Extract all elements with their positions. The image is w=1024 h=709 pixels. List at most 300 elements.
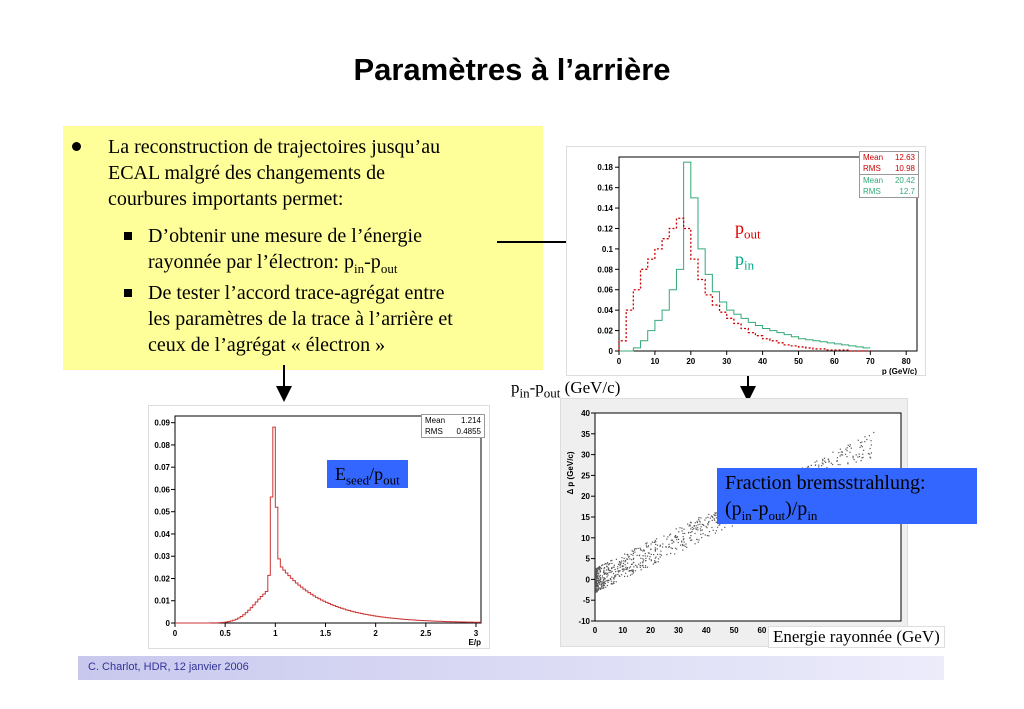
scatter-point: [615, 571, 616, 572]
scatter-point: [600, 577, 601, 578]
scatter-point: [697, 522, 698, 523]
scatter-point: [605, 583, 606, 584]
scatter-point: [683, 529, 684, 530]
scatter-point: [678, 531, 679, 532]
scatter-x-title: Energie rayonnée (GeV): [768, 626, 945, 648]
scatter-point: [814, 462, 815, 463]
scatter-point: [685, 546, 686, 547]
scatter-point: [647, 567, 648, 568]
scatter-point: [698, 519, 699, 520]
scatter-point: [683, 538, 684, 539]
scatter-point: [842, 452, 843, 453]
scatter-point: [611, 567, 612, 568]
scatter-point: [655, 540, 656, 541]
y-tick-label: 10: [581, 533, 590, 543]
scatter-point: [717, 527, 718, 528]
y-tick-label: 20: [581, 492, 590, 502]
y-tick-label: -5: [582, 596, 590, 606]
scatter-point: [642, 565, 643, 566]
scatter-point: [596, 580, 597, 581]
scatter-point: [634, 550, 635, 551]
scatter-point: [603, 587, 604, 588]
scatter-point: [815, 465, 816, 466]
scatter-point: [649, 558, 650, 559]
scatter-point: [605, 573, 606, 574]
pin-label: $p_{in}$: [735, 249, 755, 273]
scatter-point: [816, 460, 817, 461]
scatter-point: [608, 569, 609, 570]
x-tick-label: 40: [701, 626, 711, 635]
scatter-point: [607, 582, 608, 583]
scatter-point: [708, 514, 709, 515]
scatter-point: [632, 574, 633, 575]
scatter-point: [654, 562, 655, 563]
scatter-point: [603, 580, 604, 581]
scatter-point: [708, 522, 709, 523]
scatter-point: [838, 452, 839, 453]
scatter-point: [860, 442, 861, 443]
scatter-point: [849, 452, 850, 453]
scatter-point: [711, 515, 712, 516]
sub-bullet-2-line-2: les paramètres de la trace à l’arrière et: [148, 308, 453, 330]
scatter-point: [869, 435, 870, 436]
scatter-point: [837, 460, 838, 461]
scatter-point: [601, 581, 602, 582]
scatter-point: [685, 543, 686, 544]
scatter-point: [621, 562, 622, 563]
scatter-point: [687, 524, 688, 525]
scatter-point: [662, 543, 663, 544]
bullet-line-2: ECAL malgré des changements de: [108, 162, 385, 184]
scatter-point: [864, 436, 865, 437]
y-tick-label: 0.12: [597, 224, 613, 234]
scatter-point: [625, 564, 626, 565]
scatter-point: [596, 570, 597, 571]
scatter-point: [821, 465, 822, 466]
x-tick-label: 70: [865, 357, 875, 366]
scatter-point: [654, 542, 655, 543]
scatter-point: [697, 529, 698, 530]
scatter-point: [595, 577, 596, 578]
scatter-point: [609, 572, 610, 573]
scatter-point: [671, 547, 672, 548]
y-tick-label: 0.04: [597, 306, 613, 316]
scatter-point: [845, 449, 846, 450]
scatter-point: [669, 546, 670, 547]
scatter-point: [611, 583, 612, 584]
scatter-point: [626, 569, 627, 570]
scatter-point: [859, 447, 860, 448]
scatter-point: [651, 559, 652, 560]
scatter-point: [694, 525, 695, 526]
scatter-point: [633, 570, 634, 571]
scatter-point: [708, 535, 709, 536]
scatter-point: [660, 545, 661, 546]
scatter-point: [808, 466, 809, 467]
x-tick-label: 20: [686, 357, 696, 366]
y-tick-label: 30: [581, 450, 590, 460]
scatter-point: [640, 562, 641, 563]
scatter-point: [637, 555, 638, 556]
eseed-pout-label: $E_{seed}/p_{out}$: [327, 460, 408, 488]
x-tick-label: 30: [722, 357, 732, 366]
ep-histogram: [149, 406, 489, 648]
scatter-point: [600, 589, 601, 590]
scatter-point: [862, 454, 863, 455]
scatter-point: [610, 578, 611, 579]
scatter-point: [695, 522, 696, 523]
scatter-point: [629, 567, 630, 568]
scatter-point: [714, 515, 715, 516]
x-tick-label: 60: [757, 626, 767, 635]
scatter-point: [602, 583, 603, 584]
scatter-point: [706, 527, 707, 528]
scatter-point: [634, 548, 635, 549]
footer-text: C. Charlot, HDR, 12 janvier 2006: [88, 661, 249, 673]
scatter-point: [599, 569, 600, 570]
scatter-point: [648, 545, 649, 546]
y-tick-label: 0.04: [154, 529, 170, 539]
scatter-point: [613, 581, 614, 582]
scatter-point: [698, 542, 699, 543]
scatter-point: [595, 587, 596, 588]
scatter-point: [705, 517, 706, 518]
scatter-point: [666, 539, 667, 540]
scatter-point: [700, 517, 701, 518]
scatter-point: [613, 573, 614, 574]
scatter-point: [620, 567, 621, 568]
scatter-point: [689, 524, 690, 525]
x-tick-label: 30: [674, 626, 683, 635]
scatter-point: [598, 587, 599, 588]
scatter-point: [857, 456, 858, 457]
scatter-point: [707, 535, 708, 536]
scatter-point: [600, 579, 601, 580]
scatter-point: [707, 517, 708, 518]
scatter-point: [642, 550, 643, 551]
scatter-point: [629, 571, 630, 572]
scatter-point: [659, 546, 660, 547]
scatter-point: [607, 574, 608, 575]
x-tick-label: 0: [616, 357, 622, 366]
scatter-point: [660, 551, 661, 552]
stat-row: Mean 20.42: [863, 176, 915, 185]
y-tick-label: 0.16: [597, 183, 613, 193]
scatter-point: [630, 575, 631, 576]
scatter-point: [846, 450, 847, 451]
scatter-point: [694, 533, 695, 534]
scatter-point: [700, 534, 701, 535]
scatter-point: [619, 562, 620, 563]
p-histogram-stats: [859, 151, 919, 198]
scatter-point: [841, 451, 842, 452]
stat-row: Mean 1.214: [425, 416, 481, 425]
scatter-point: [684, 541, 685, 542]
scatter-point: [643, 567, 644, 568]
scatter-point: [607, 585, 608, 586]
scatter-point: [636, 548, 637, 549]
scatter-point: [649, 553, 650, 554]
scatter-point: [851, 448, 852, 449]
scatter-point: [645, 567, 646, 568]
scatter-point: [623, 560, 624, 561]
scatter-point: [633, 559, 634, 560]
scatter-point: [655, 558, 656, 559]
x-tick-label: 60: [829, 357, 839, 366]
ep-histogram-line: [175, 427, 481, 623]
scatter-point: [847, 447, 848, 448]
brem-line-1: Fraction bremsstrahlung:: [725, 472, 926, 494]
scatter-point: [627, 576, 628, 577]
scatter-point: [656, 538, 657, 539]
scatter-point: [670, 553, 671, 554]
x-tick-label: 0.5: [219, 629, 231, 638]
scatter-point: [693, 528, 694, 529]
scatter-y-title: $p_{in}-p_{out}$ (GeV/c): [511, 378, 621, 401]
scatter-point: [603, 570, 604, 571]
scatter-point: [622, 571, 623, 572]
scatter-point: [619, 576, 620, 577]
scatter-point: [689, 525, 690, 526]
scatter-point: [611, 581, 612, 582]
y-tick-label: 5: [585, 554, 590, 564]
scatter-point: [657, 545, 658, 546]
scatter-point: [683, 545, 684, 546]
scatter-point: [873, 432, 874, 433]
scatter-point: [839, 464, 840, 465]
scatter-point: [678, 539, 679, 540]
scatter-point: [714, 512, 715, 513]
scatter-point: [846, 456, 847, 457]
page-title: Paramètres à l’arrière: [353, 52, 671, 87]
scatter-point: [684, 533, 685, 534]
scatter-point: [832, 452, 833, 453]
scatter-point: [597, 580, 598, 581]
scatter-point: [657, 548, 658, 549]
scatter-point: [824, 458, 825, 459]
scatter-point: [624, 576, 625, 577]
scatter-point: [610, 570, 611, 571]
scatter-point: [862, 457, 863, 458]
scatter-point: [625, 560, 626, 561]
scatter-point: [641, 550, 642, 551]
scatter-point: [690, 532, 691, 533]
scatter-point: [864, 441, 865, 442]
scatter-point: [859, 453, 860, 454]
x-tick-label: 0: [592, 626, 598, 635]
x-axis-label: E/p: [468, 638, 481, 647]
y-tick-label: 0.1: [601, 244, 613, 254]
scatter-point: [651, 554, 652, 555]
scatter-point: [700, 530, 701, 531]
x-tick-label: 20: [646, 626, 656, 635]
scatter-point: [654, 560, 655, 561]
scatter-point: [718, 525, 719, 526]
ep-histogram-panel: [148, 405, 490, 649]
scatter-point: [643, 559, 644, 560]
scatter-point: [638, 564, 639, 565]
scatter-point: [647, 556, 648, 557]
scatter-point: [697, 527, 698, 528]
y-tick-label: 25: [581, 471, 590, 481]
scatter-point: [856, 454, 857, 455]
scatter-point: [715, 533, 716, 534]
scatter-point: [681, 528, 682, 529]
scatter-point: [596, 582, 597, 583]
scatter-point: [635, 565, 636, 566]
scatter-point: [617, 574, 618, 575]
sub-bullet-2-line-1: De tester l’accord trace-agrégat entre: [148, 282, 445, 304]
plot-frame: [175, 416, 481, 623]
scatter-point: [698, 517, 699, 518]
scatter-point: [658, 558, 659, 559]
scatter-point: [626, 558, 627, 559]
scatter-point: [625, 573, 626, 574]
y-tick-label: 15: [581, 513, 590, 522]
scatter-point: [611, 563, 612, 564]
y-tick-label: 0: [165, 619, 170, 628]
scatter-point: [631, 564, 632, 565]
y-tick-label: 0.18: [597, 163, 613, 173]
scatter-point: [633, 566, 634, 567]
scatter-point: [848, 445, 849, 446]
scatter-point: [645, 558, 646, 559]
scatter-point: [831, 463, 832, 464]
scatter-point: [611, 571, 612, 572]
scatter-point: [653, 563, 654, 564]
scatter-point: [653, 554, 654, 555]
y-tick-label: 0: [608, 347, 613, 356]
scatter-point: [849, 446, 850, 447]
scatter-point: [660, 556, 661, 557]
scatter-point: [641, 569, 642, 570]
scatter-point: [601, 565, 602, 566]
scatter-point: [640, 548, 641, 549]
scatter-point: [714, 520, 715, 521]
scatter-point: [662, 546, 663, 547]
scatter-point: [690, 528, 691, 529]
scatter-point: [672, 548, 673, 549]
scatter-point: [701, 537, 702, 538]
scatter-point: [597, 576, 598, 577]
scatter-point: [604, 568, 605, 569]
y-tick-label: 0.05: [154, 507, 170, 517]
scatter-point: [643, 549, 644, 550]
scatter-point: [702, 533, 703, 534]
scatter-point: [714, 518, 715, 519]
scatter-point: [696, 539, 697, 540]
scatter-point: [603, 572, 604, 573]
scatter-point: [655, 549, 656, 550]
scatter-point: [617, 568, 618, 569]
scatter-point: [598, 582, 599, 583]
scatter-point: [665, 546, 666, 547]
y-tick-label: 0.08: [597, 265, 613, 275]
scatter-point: [710, 518, 711, 519]
scatter-point: [598, 588, 599, 589]
scatter-point: [649, 556, 650, 557]
scatter-point: [613, 583, 614, 584]
scatter-point: [692, 527, 693, 528]
scatter-point: [838, 464, 839, 465]
scatter-point: [632, 555, 633, 556]
scatter-point: [610, 560, 611, 561]
scatter-point: [682, 544, 683, 545]
scatter-point: [666, 554, 667, 555]
scatter-point: [650, 543, 651, 544]
scatter-point: [674, 536, 675, 537]
y-tick-label: 0.07: [154, 463, 170, 473]
scatter-point: [655, 547, 656, 548]
scatter-point: [683, 536, 684, 537]
scatter-point: [713, 530, 714, 531]
scatter-point: [852, 456, 853, 457]
x-tick-label: 10: [618, 626, 628, 635]
scatter-point: [869, 454, 870, 455]
scatter-point: [601, 588, 602, 589]
scatter-point: [856, 461, 857, 462]
scatter-point: [621, 560, 622, 561]
scatter-point: [694, 543, 695, 544]
scatter-point: [686, 547, 687, 548]
scatter-point: [615, 569, 616, 570]
scatter-point: [697, 524, 698, 525]
sub-bullet-2-line-3: ceux de l’agrégat « électron »: [148, 334, 386, 356]
scatter-point: [645, 565, 646, 566]
scatter-point: [861, 460, 862, 461]
scatter-point: [868, 453, 869, 454]
scatter-point: [599, 576, 600, 577]
scatter-point: [603, 583, 604, 584]
scatter-point: [724, 527, 725, 528]
scatter-point: [615, 575, 616, 576]
scatter-point: [847, 463, 848, 464]
scatter-point: [669, 534, 670, 535]
scatter-point: [635, 570, 636, 571]
scatter-point: [652, 542, 653, 543]
scatter-point: [607, 562, 608, 563]
x-tick-label: 2: [373, 629, 378, 638]
scatter-point: [631, 559, 632, 560]
scatter-point: [682, 549, 683, 550]
scatter-point: [603, 579, 604, 580]
ep-histogram-stats: [421, 414, 485, 438]
scatter-point: [822, 459, 823, 460]
x-tick-label: 50: [729, 626, 739, 635]
scatter-point: [704, 519, 705, 520]
scatter-point: [606, 574, 607, 575]
scatter-point: [617, 566, 618, 567]
stat-row: Mean 12.63: [863, 153, 915, 162]
x-tick-label: 80: [901, 357, 911, 366]
scatter-point: [624, 558, 625, 559]
scatter-point: [599, 580, 600, 581]
scatter-point: [674, 553, 675, 554]
scatter-point: [668, 544, 669, 545]
scatter-point: [698, 539, 699, 540]
scatter-point: [655, 544, 656, 545]
scatter-point: [732, 525, 733, 526]
scatter-point: [642, 561, 643, 562]
scatter-point: [630, 566, 631, 567]
scatter-point: [657, 554, 658, 555]
scatter-point: [627, 554, 628, 555]
scatter-point: [699, 524, 700, 525]
scatter-point: [608, 580, 609, 581]
scatter-point: [871, 444, 872, 445]
scatter-point: [701, 526, 702, 527]
scatter-point: [691, 522, 692, 523]
